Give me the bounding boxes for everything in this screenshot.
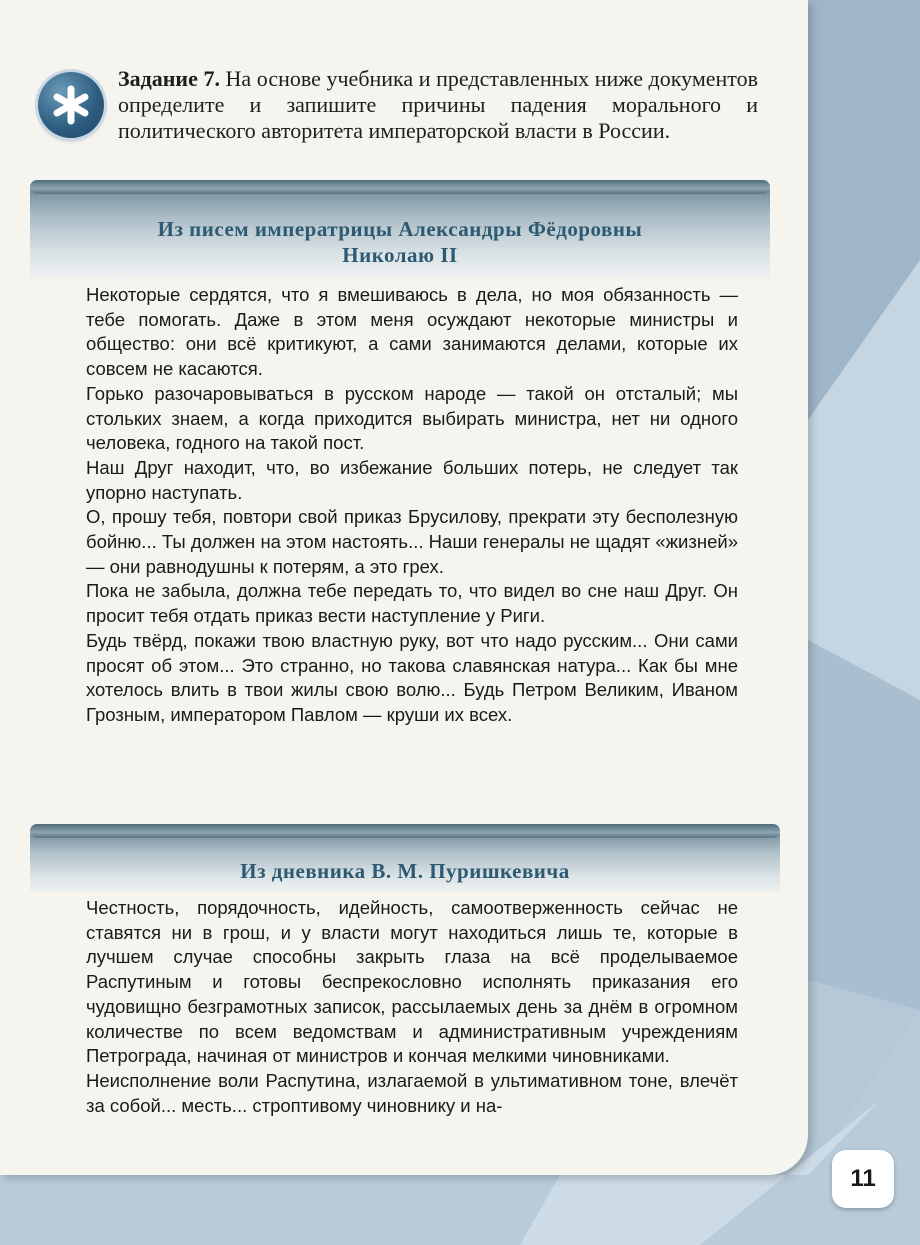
paragraph: Пока не забыла, должна тебе передать то, что видел во сне наш Друг. Он просит тебя отдать приказ вести наступление у Риги. bbox=[86, 580, 738, 627]
paragraph: Неисполнение воли Распутина, излагаемой в ультимативном тоне, влечёт за собой... месть... строптивому чиновнику и на- bbox=[86, 1069, 738, 1116]
task-body: На основе учебника и представленных ниже документов определите и запишите причины падения морального и политического авторитета императорской власти в России. bbox=[118, 66, 759, 143]
paragraph: Честность, порядочность, идейность, самоотверженность сейчас не ставятся ни в грош, и у власти могут находиться лишь те, которые в лучшем случае способны закрыть глаза на всё проделываемое Распутиным и готовы беспрекословно исполнять приказания его чудовищно безграмотных записок, рассылаемых день за днём в огромном количестве по всем ведомствам и административным учреждениям Петрограда, начиная от министров и кончая мелкими чиновниками. bbox=[86, 897, 738, 1067]
paragraph: О, прошу тебя, повтори свой приказ Брусилову, прекрати эту бесполезную бойню... Ты должен на этом настоять... Наши генералы не щадят «жизней» — они равнодушны к потерям, а это грех. bbox=[86, 506, 738, 577]
document-title: Из писем императрицы Александры Фёдоровны Николаю II bbox=[157, 217, 643, 267]
paragraph: Некоторые сердятся, что я вмешиваюсь в дела, но моя обязанность — тебе помогать. Даже в этом меня осуждают некоторые министры и общество: они всё критикуют, а сами занимаются делами, которые их совсем не касаются. bbox=[86, 284, 738, 380]
page-number: 11 bbox=[832, 1150, 894, 1208]
document-header-banner bbox=[30, 830, 780, 892]
paragraph: Горько разочаровываться в русском народе — такой он отсталый; мы стольких знаем, а когда приходится выбирать министра, нет ни одного человека, годного на такой пост. bbox=[86, 382, 738, 454]
document-body bbox=[86, 283, 738, 728]
asterisk-icon bbox=[38, 72, 104, 138]
task-statement bbox=[118, 66, 758, 144]
task-label: Задание 7. bbox=[118, 66, 220, 91]
document-header-banner bbox=[30, 186, 770, 278]
document-title: Из дневника В. М. Пуришкевича bbox=[240, 859, 570, 883]
paragraph: Будь твёрд, покажи твою властную руку, вот что надо русским... Они сами просят об этом... Это странно, но такова славянская натура... Как бы мне хотелось влить в твои жилы свою волю... Будь Петром Великим, Иваном Грозным, императором Павлом — круши их всех. bbox=[86, 629, 738, 725]
paragraph: Наш Друг находит, что, во избежание больших потерь, не следует так упорно наступать. bbox=[86, 456, 738, 503]
document-body bbox=[86, 896, 738, 1118]
